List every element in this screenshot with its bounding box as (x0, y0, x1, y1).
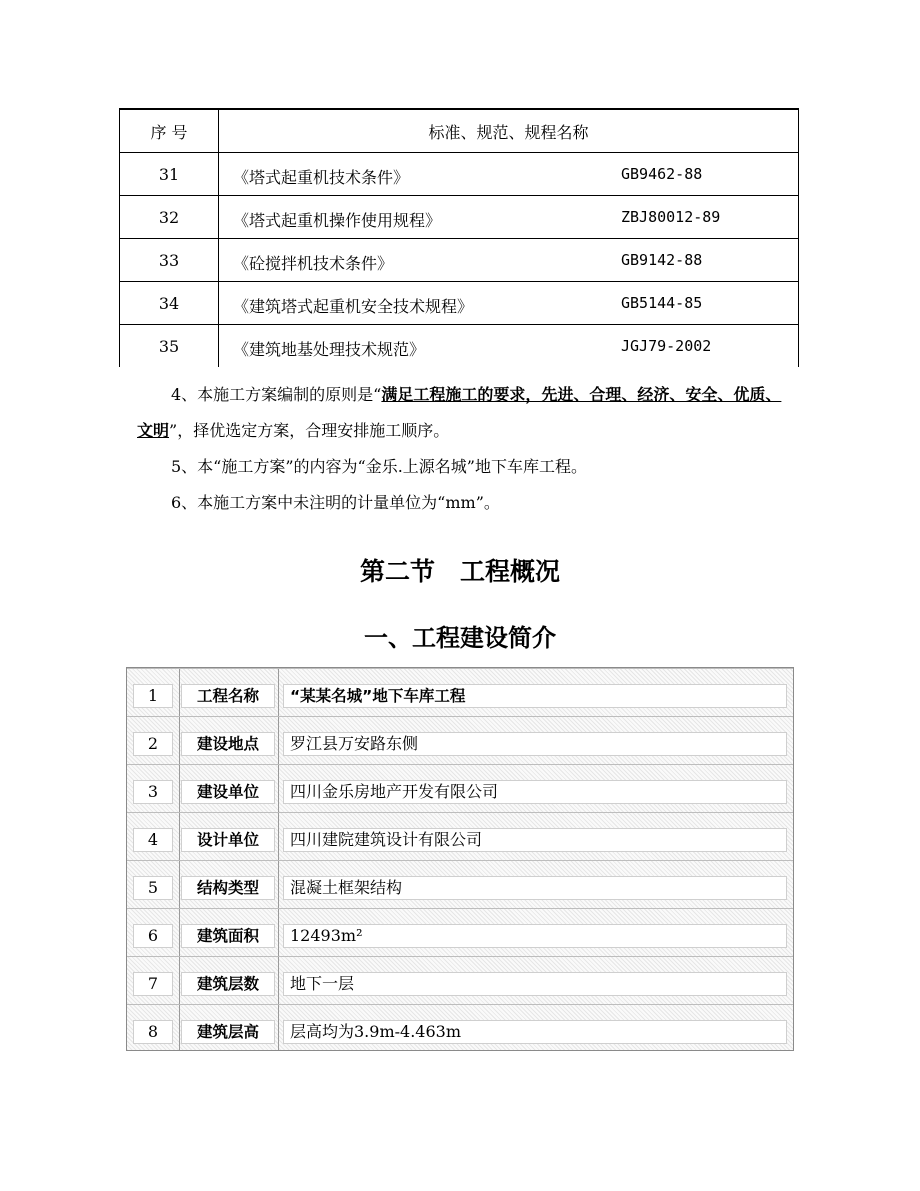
overview-row (127, 764, 793, 812)
table-row (120, 239, 799, 282)
p4-emphasis: 满足工程施工的要求，先进、合理、经济、安全、优质、文明 (137, 385, 782, 440)
subsection-heading: 一、工程建设简介 (364, 624, 556, 652)
row-name-cell (219, 196, 799, 239)
standard-code: ZBJ80012-89 (621, 208, 721, 226)
row-label: 建筑层数 (181, 972, 275, 996)
overview-row (127, 908, 793, 956)
row-label: 建筑层高 (181, 1020, 275, 1044)
overview-row (127, 956, 793, 1004)
p4-suffix: ”，择优选定方案，合理安排施工顺序。 (169, 421, 450, 440)
row-number: 5 (133, 876, 173, 900)
standard-name: 《建筑塔式起重机安全技术规程》 (233, 297, 474, 316)
standard-code: GB5144-85 (621, 294, 703, 312)
row-number: 6 (133, 924, 173, 948)
row-label: 结构类型 (181, 876, 275, 900)
section-heading: 第二节 工程概况 (359, 557, 560, 586)
row-value: 层高均为3.9m-4.463m (283, 1020, 787, 1044)
row-label: 建设单位 (181, 780, 275, 804)
row-value: 地下一层 (283, 972, 787, 996)
row-no: 34 (120, 282, 219, 325)
row-value: 罗江县万安路东侧 (283, 732, 787, 756)
row-value: “某某名城”地下车库工程 (283, 684, 787, 708)
row-label: 设计单位 (181, 828, 275, 852)
row-number: 7 (133, 972, 173, 996)
standards-table (119, 108, 799, 367)
standard-code: GB9142-88 (621, 251, 703, 269)
standard-name: 《塔式起重机技术条件》 (233, 168, 410, 187)
row-number: 3 (133, 780, 173, 804)
paragraph-6 (137, 485, 787, 521)
row-label: 建设地点 (181, 732, 275, 756)
row-number: 8 (133, 1020, 173, 1044)
overview-row (127, 716, 793, 764)
paragraph-4 (137, 377, 787, 449)
row-number: 4 (133, 828, 173, 852)
overview-row (127, 860, 793, 908)
row-value: 四川建院建筑设计有限公司 (283, 828, 787, 852)
standard-name: 《建筑地基处理技术规范》 (233, 340, 426, 359)
row-number: 1 (133, 684, 173, 708)
row-name-cell (219, 153, 799, 196)
standard-code: GB9462-88 (621, 165, 703, 183)
row-label: 建筑面积 (181, 924, 275, 948)
standard-name: 《塔式起重机操作使用规程》 (233, 211, 442, 230)
row-no: 33 (120, 239, 219, 282)
overview-row (127, 1004, 793, 1052)
header-no: 序 号 (120, 109, 219, 153)
row-no: 32 (120, 196, 219, 239)
row-number: 2 (133, 732, 173, 756)
table-row (120, 325, 799, 368)
row-value: 混凝土框架结构 (283, 876, 787, 900)
table-row (120, 196, 799, 239)
header-name: 标准、规范、规程名称 (219, 109, 799, 153)
row-name-cell (219, 325, 799, 368)
paragraph-5 (137, 449, 787, 485)
standard-name: 《砼搅拌机技术条件》 (233, 254, 394, 273)
standard-code: JGJ79-2002 (621, 337, 712, 355)
row-value: 12493m² (283, 924, 787, 948)
p6-text: 6、本施工方案中未注明的计量单位为“mm”。 (171, 493, 500, 512)
row-name-cell (219, 282, 799, 325)
p4-prefix: 4、本施工方案编制的原则是“ (171, 385, 382, 404)
overview-table (126, 667, 794, 1051)
overview-row (127, 812, 793, 860)
table-row (120, 153, 799, 196)
table-header-row (120, 109, 799, 153)
overview-row (127, 668, 793, 716)
row-label: 工程名称 (181, 684, 275, 708)
row-no: 35 (120, 325, 219, 368)
row-name-cell (219, 239, 799, 282)
row-no: 31 (120, 153, 219, 196)
row-value: 四川金乐房地产开发有限公司 (283, 780, 787, 804)
p5-text: 5、本“施工方案”的内容为“金乐.上源名城”地下车库工程。 (171, 457, 587, 476)
table-row (120, 282, 799, 325)
